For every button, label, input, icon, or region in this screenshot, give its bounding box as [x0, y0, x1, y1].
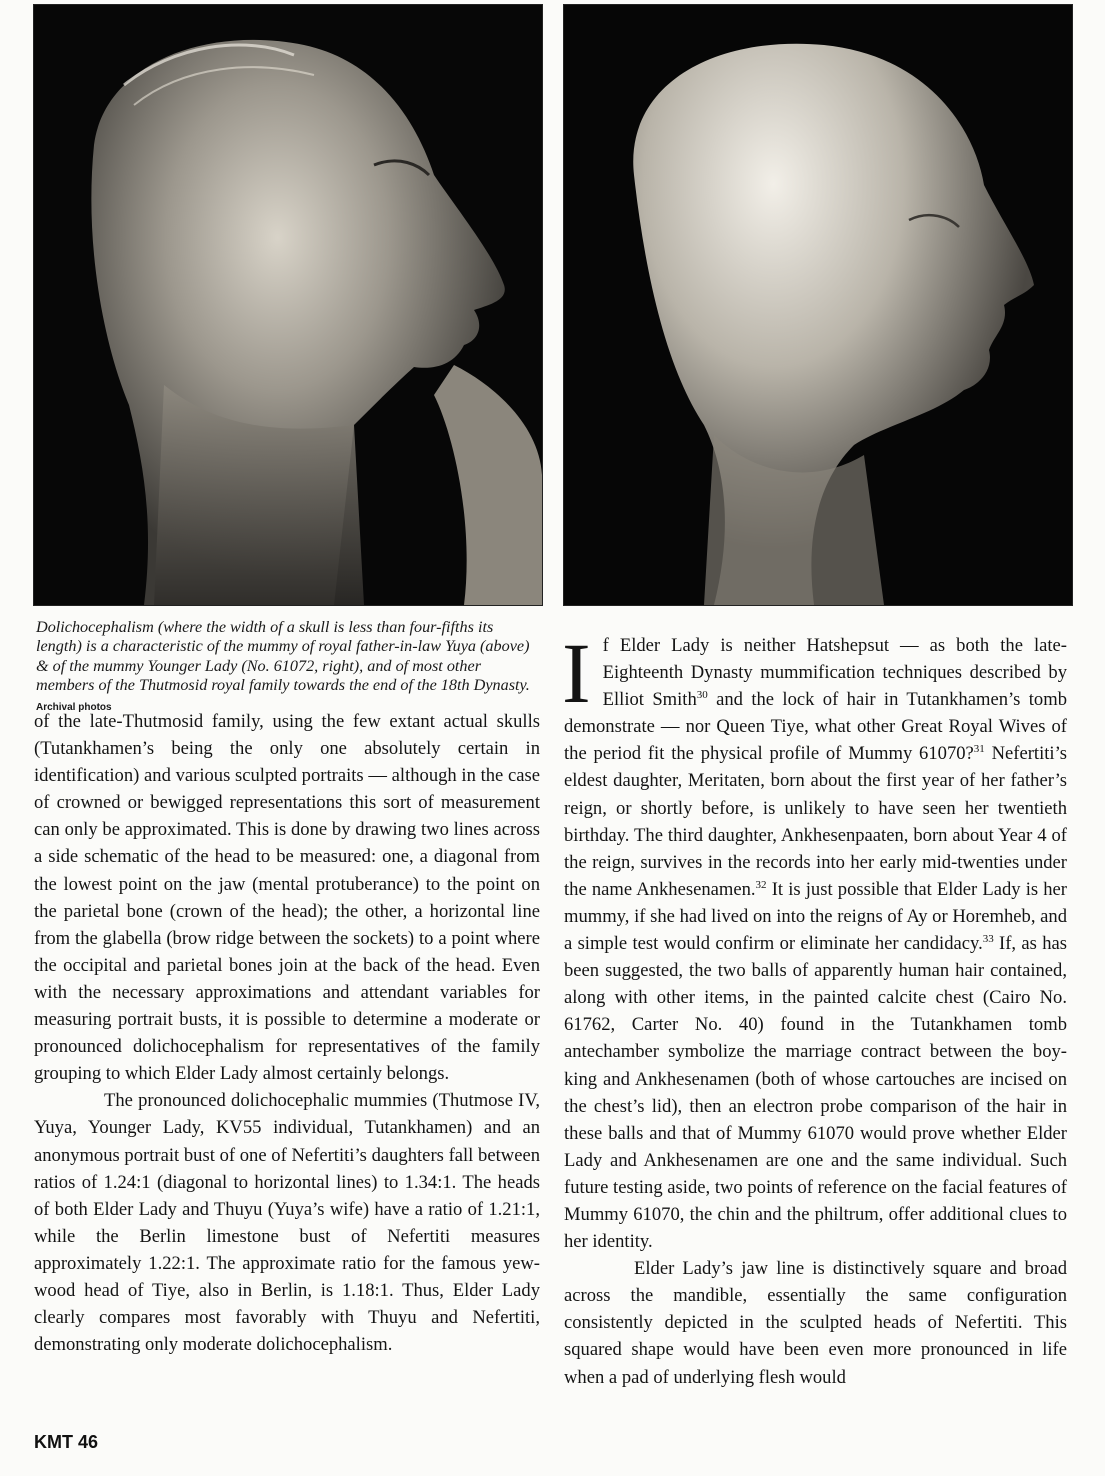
footnote-ref: 32	[755, 878, 767, 891]
figure-caption	[36, 618, 541, 717]
right-text-column	[562, 625, 1068, 1391]
text-run: It is just possible that Elder Lady is her mummy, if she had lived on into the reigns of Ay or Horemheb, and a simple test would confirm or eliminate her candidacy.	[564, 878, 1068, 955]
paragraph	[562, 625, 1068, 1255]
mummy-profile-image	[34, 5, 542, 605]
mummy-profile-image	[564, 5, 1072, 605]
text-run: Nefertiti’s eldest daughter, Meritaten, born about the first year of her father’s reign, or shortly before, is unlikely to have seen her twentieth birthday. The third daughter, Ankhesenpaaten, born about Year 4 of the reign, survives in the records into her early mid-twenties under the name Ankhesenamen.	[564, 743, 1067, 900]
photo-younger-lady-mummy	[563, 4, 1073, 606]
caption-text: Dolichocephalism (where the width of a skull is less than four-fifths its length) is a characteristic of the mummy of royal father-in-law Yuya (above) & of the mummy Younger Lady (No. 61072, right), and of most other members of the Thutmosid royal family towards the end of the 18th Dynasty.	[36, 618, 530, 695]
page-folio: KMT 46	[34, 1432, 99, 1452]
footnote-ref: 30	[696, 689, 708, 702]
drop-cap: I	[562, 625, 591, 721]
text-run: If, as has been suggested, the two balls of apparently human hair contained, along with other items, in the painted calcite chest (Cairo No. 61762, Carter No. 40) found in the Tutankhamen tomb antechamber symbolize the marriage contract between the boy-king and Ankhesenamen (both of whose cartouches are incised on the chest’s lid), then an electron probe comparison of the hair in these balls and that of Mummy 61070 would prove whether Elder Lady and Ankhesenamen are one and the same individual. Such future testing aside, two points of reference on the facial features of Mummy 61070, the chin and the philtrum, offer additional clues to her identity.	[564, 933, 1067, 1253]
photo-credit: Archival photos	[36, 701, 112, 713]
footnote-ref: 31	[973, 743, 985, 756]
paragraph: of the late-Thutmosid family, using the few extant actual skulls (Tutankhamen’s being the only one absolutely certain in identification) and various sculpted portraits — although in the case of crowned or bewigged representations this sort of measurement can only be approximated. This is done by drawing two lines across a side schematic of the head to be measured: one, a diagonal from the lowest point on the jaw (mental protuberance) to the point on the parietal bone (crown of the head); the other, a horizontal line from the glabella (brow ridge between the sockets) to a point where the occipital and parietal bones join at the back of the head. Even with the necessary approximations and attendant variables for measuring portrait busts, it is possible to determine a moderate or pronounced dolichocephalism for representatives of the family grouping to which Elder Lady almost certainly belongs.	[34, 711, 540, 1085]
paragraph: The pronounced dolichocephalic mummies (Thutmose IV, Yuya, Younger Lady, KV55 individual, Tutankhamen) and an anonymous portrait bust of one of Nefertiti’s daughters fall between ratios of 1.24:1 (diagonal to horizontal lines) to 1.34:1. The heads of both Elder Lady and Thuyu (Yuya’s wife) have a ratio of 1.21:1, while the Berlin limestone bust of Nefertiti measures approximately 1.22:1. The approximate ratio for the famous yew-wood head of Tiye, also in Berlin, is 1.18:1. Thus, Elder Lady clearly compares most favorably with Thuyu and Nefertiti, demonstrating only moderate dolichocephalism.	[34, 1090, 540, 1356]
footnote-ref: 33	[982, 933, 994, 946]
text-run: f Elder Lady is neither Hatshepsut — as both the late-Eighteenth Dynasty mummification techniques described by Elliot Smith	[602, 635, 1067, 711]
left-text-column	[34, 708, 540, 1358]
text-run: and the lock of hair in Tutankhamen’s tomb demonstrate — nor Queen Tiye, what other Great Royal Wives of the period fit the physical profile of Mummy 61070?	[564, 689, 1067, 765]
paragraph: Elder Lady’s jaw line is distinctively square and broad across the mandible, essentially the same configuration consistently depicted in the sculpted heads of Nefertiti. This squared shape would have been even more pronounced in life when a pad of underlying flesh would	[564, 1258, 1067, 1388]
photo-yuya-mummy	[33, 4, 543, 606]
